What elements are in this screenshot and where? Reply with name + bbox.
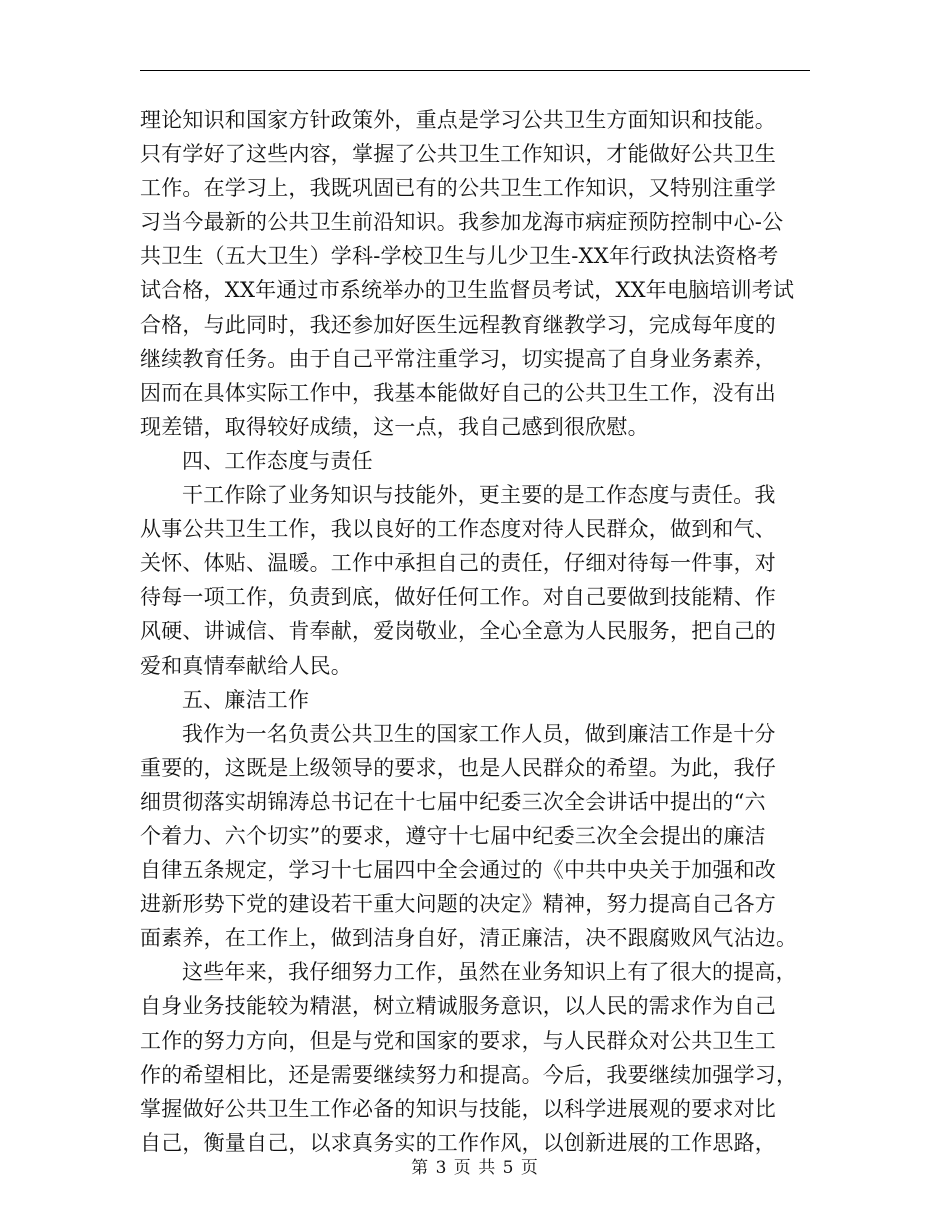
body-text: [140, 103, 820, 1160]
text-line: 从事公共卫生工作，我以良好的工作态度对待人民群众，做到和气、: [140, 517, 776, 542]
text-line: 继续教育任务。由于自己平常注重学习，切实提高了自身业务素养，: [140, 346, 776, 371]
text-line: 干工作除了业务知识与技能外，更主要的是工作态度与责任。我: [182, 483, 776, 508]
text-line: 进新形势下党的建设若干重大问题的决定》精神，努力提高自己各方: [140, 892, 776, 917]
text-line: 我作为一名负责公共卫生的国家工作人员，做到廉洁工作是十分: [182, 721, 776, 746]
text-line: 自身业务技能较为精湛，树立精诚服务意识，以人民的需求作为自己: [140, 994, 776, 1019]
text-line: 面素养，在工作上，做到洁身自好，清正廉洁，决不跟腐败风气沾边。: [140, 926, 798, 951]
text-line: 工作的努力方向，但是与党和国家的要求，与人民群众对公共卫生工: [140, 1028, 776, 1053]
text-line: 作的希望相比，还是需要继续努力和提高。今后，我要继续加强学习，: [140, 1062, 798, 1087]
text-line: 四、工作态度与责任: [182, 448, 373, 473]
page-footer: 第 3 页 共 5 页: [411, 1158, 539, 1178]
text-line: 这些年来，我仔细努力工作，虽然在业务知识上有了很大的提高，: [182, 960, 797, 985]
text-line: 爱和真情奉献给人民。: [140, 653, 352, 678]
text-line: 自己，衡量自己，以求真务实的工作作风，以创新进展的工作思路，: [140, 1130, 776, 1155]
text-line: 重要的，这既是上级领导的要求，也是人民群众的希望。为此，我仔: [140, 755, 776, 780]
text-line: 现差错，取得较好成绩，这一点，我自己感到很欣慰。: [140, 414, 649, 439]
text-line: 工作。在学习上，我既巩固已有的公共卫生工作知识，又特别注重学: [140, 176, 776, 201]
text-line: 理论知识和国家方针政策外，重点是学习公共卫生方面知识和技能。: [140, 108, 776, 132]
text-line: 习当今最新的公共卫生前沿知识。我参加龙海市病症预防控制中心-公: [140, 210, 784, 235]
header-rule: [140, 70, 810, 71]
text-line: 因而在具体实际工作中，我基本能做好自己的公共卫生工作，没有出: [140, 380, 776, 405]
text-line: 关怀、体贴、温暖。工作中承担自己的责任，仔细对待每一件事，对: [140, 551, 776, 576]
text-line: 待每一项工作，负责到底，做好任何工作。对自己要做到技能精、作: [140, 585, 776, 610]
text-line: 只有学好了这些内容，掌握了公共卫生工作知识，才能做好公共卫生: [140, 142, 776, 167]
text-line: 自律五条规定，学习十七届四中全会通过的《中共中央关于加强和改: [140, 858, 776, 883]
text-line: 试合格，XX年通过市系统举办的卫生监督员考试，XX年电脑培训考试: [140, 278, 795, 303]
text-line: 合格，与此同时，我还参加好医生远程教育继教学习，完成每年度的: [140, 312, 776, 337]
text-line: 共卫生（五大卫生）学科-学校卫生与儿少卫生-XX年行政执法资格考: [140, 244, 779, 269]
text-line: 五、廉洁工作: [182, 687, 310, 712]
text-line: 细贯彻落实胡锦涛总书记在十七届中纪委三次全会讲话中提出的“六: [140, 789, 766, 814]
text-line: 个着力、六个切实”的要求，遵守十七届中纪委三次全会提出的廉洁: [140, 823, 766, 848]
text-line: 掌握做好公共卫生工作必备的知识与技能，以科学进展观的要求对比: [140, 1096, 776, 1121]
text-line: 风硬、讲诚信、肯奉献，爱岗敬业，全心全意为人民服务，把自己的: [140, 619, 776, 644]
